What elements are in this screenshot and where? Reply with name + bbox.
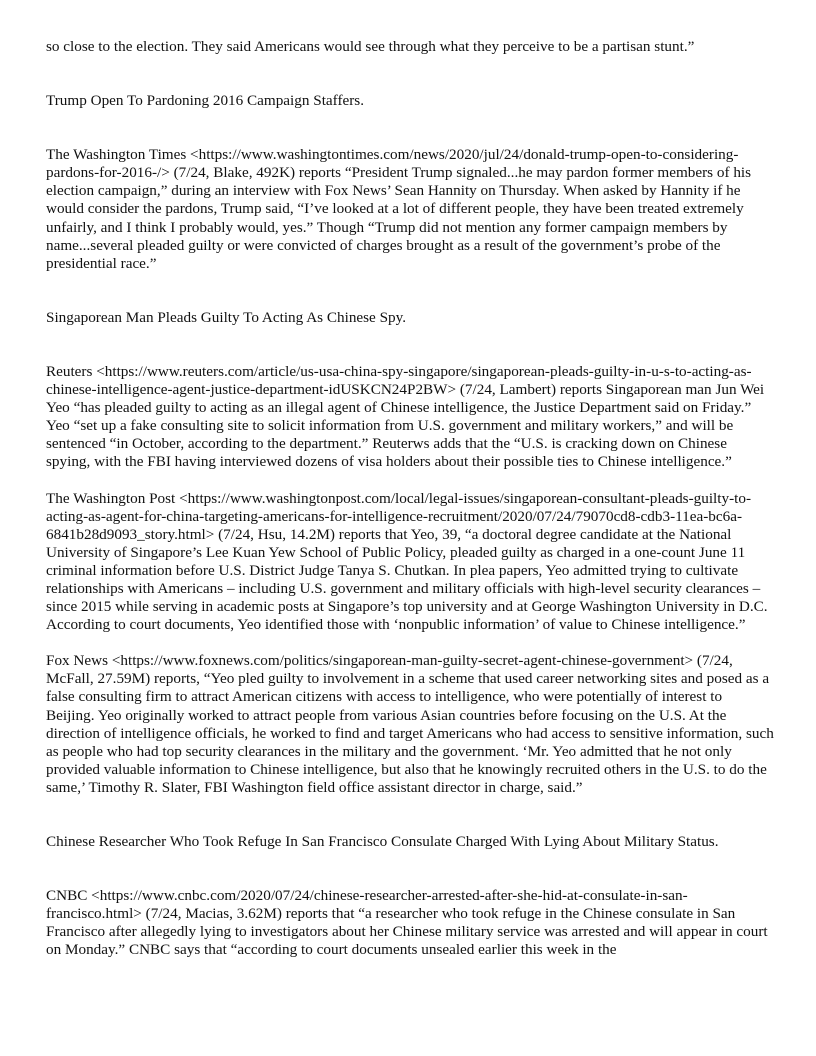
paragraph-cnbc: CNBC <https://www.cnbc.com/2020/07/24/chinese-researcher-arrested-after-she-hid-at-consulate-in-san-francisco.html> (7/24, Macias, 3.62M) reports that “a researcher who took refuge in the Chinese consulate in San Francisco after allegedly lying to investigators about her Chinese military service was arrested and will appear in court on Monday.” CNBC says that “according to court documents unsealed earlier this week in the [46,887,768,959]
paragraph-election-continuation: so close to the election. They said Americans would see through what they perceive to be a partisan stunt.” [46,38,695,55]
paragraph-reuters: Reuters <https://www.reuters.com/article/us-usa-china-spy-singapore/singaporean-pleads-guilty-in-u-s-to-acting-as-chinese-intelligence-agent-justice-department-idUSKCN24P2BW> (7/24, Lambert) reports Singaporean man Jun Wei Yeo “has pleaded guilty to acting as an illegal agent of Chinese intelligence, the Justice Department said on Friday.” Yeo “set up a fake consulting site to solicit information from U.S. government and military workers,” and will be sentenced “in October, according to the department.” Reuterws adds that the “U.S. is cracking down on Chinese spying, with the FBI having interviewed dozens of visa holders about their possible ties to Chinese intelligence.” [46,362,765,471]
paragraph-washington-post: The Washington Post <https://www.washingtonpost.com/local/legal-issues/singaporean-consultant-pleads-guilty-to-acting-as-agent-for-china-targeting-americans-for-intelligence-recruitment/2020/07/24/79070cd8-cdb3-11ea-bc6a-6841b28d9093_story.html> (7/24, Hsu, 14.2M) reports that Yeo, 39, “a doctoral degree candidate at the National University of Singapore’s Lee Kuan Yew School of Public Policy, pleaded guilty as charged in a one-count June 11 criminal information before U.S. District Judge Tanya S. Chutkan. In plea papers, Yeo admitted trying to cultivate relationships with Americans – including U.S. government and military officials with high-level security clearances – since 2015 while serving in academic posts at Singapore’s top university and at George Washington University in D.C. According to court documents, Yeo identified those with ‘nonpublic information’ of value to Chinese intelligence.” [46,489,768,634]
spacer [46,110,774,146]
spacer [46,472,774,490]
paragraph-washington-times: The Washington Times <https://www.washingtontimes.com/news/2020/jul/24/donald-trump-open-to-considering-pardons-for-2016-/> (7/24, Blake, 492K) reports “President Trump signaled...he may pardon former members of his election campaign,” during an interview with Fox News’ Sean Hannity on Thursday. When asked by Hannity if he would consider the pardons, Trump said, “I’ve looked at a lot of different people, they have been treated extremely unfairly, and I think I probably would, yes.” Though “Trump did not mention any former campaign members by name...several pleaded guilty or were convicted of charges brought as a result of the government’s probe of the presidential race.” [46,146,752,272]
document-page [46,38,774,959]
heading-trump-pardons: Trump Open To Pardoning 2016 Campaign Staffers. [46,92,365,110]
paragraph-fox-news: Fox News <https://www.foxnews.com/politics/singaporean-man-guilty-secret-agent-chinese-government> (7/24, McFall, 27.59M) reports, “Yeo pled guilty to involvement in a scheme that used career networking sites and posed as a false consulting firm to attract American citizens with access to intelligence, who were potentially of interest to Beijing. Yeo originally worked to attract people from various Asian countries before focusing on the U.S. At the direction of intelligence officials, he worked to find and target Americans who had access to sensitive information, such as people who had top security clearances in the military and the government. ‘Mr. Yeo admitted that he not only provided valuable information to Chinese intelligence, but also that he knowingly recruited others in the U.S. to do the same,’ Timothy R. Slater, FBI Washington field office assistant director in charge, said.” [46,652,774,796]
spacer [46,56,774,92]
spacer [46,273,774,309]
spacer [46,634,774,652]
spacer [46,327,774,363]
spacer [46,851,774,887]
heading-chinese-researcher: Chinese Researcher Who Took Refuge In San Francisco Consulate Charged With Lying About Military Status. [46,833,719,850]
spacer [46,797,774,833]
heading-singaporean-spy: Singaporean Man Pleads Guilty To Acting As Chinese Spy. [46,308,407,326]
